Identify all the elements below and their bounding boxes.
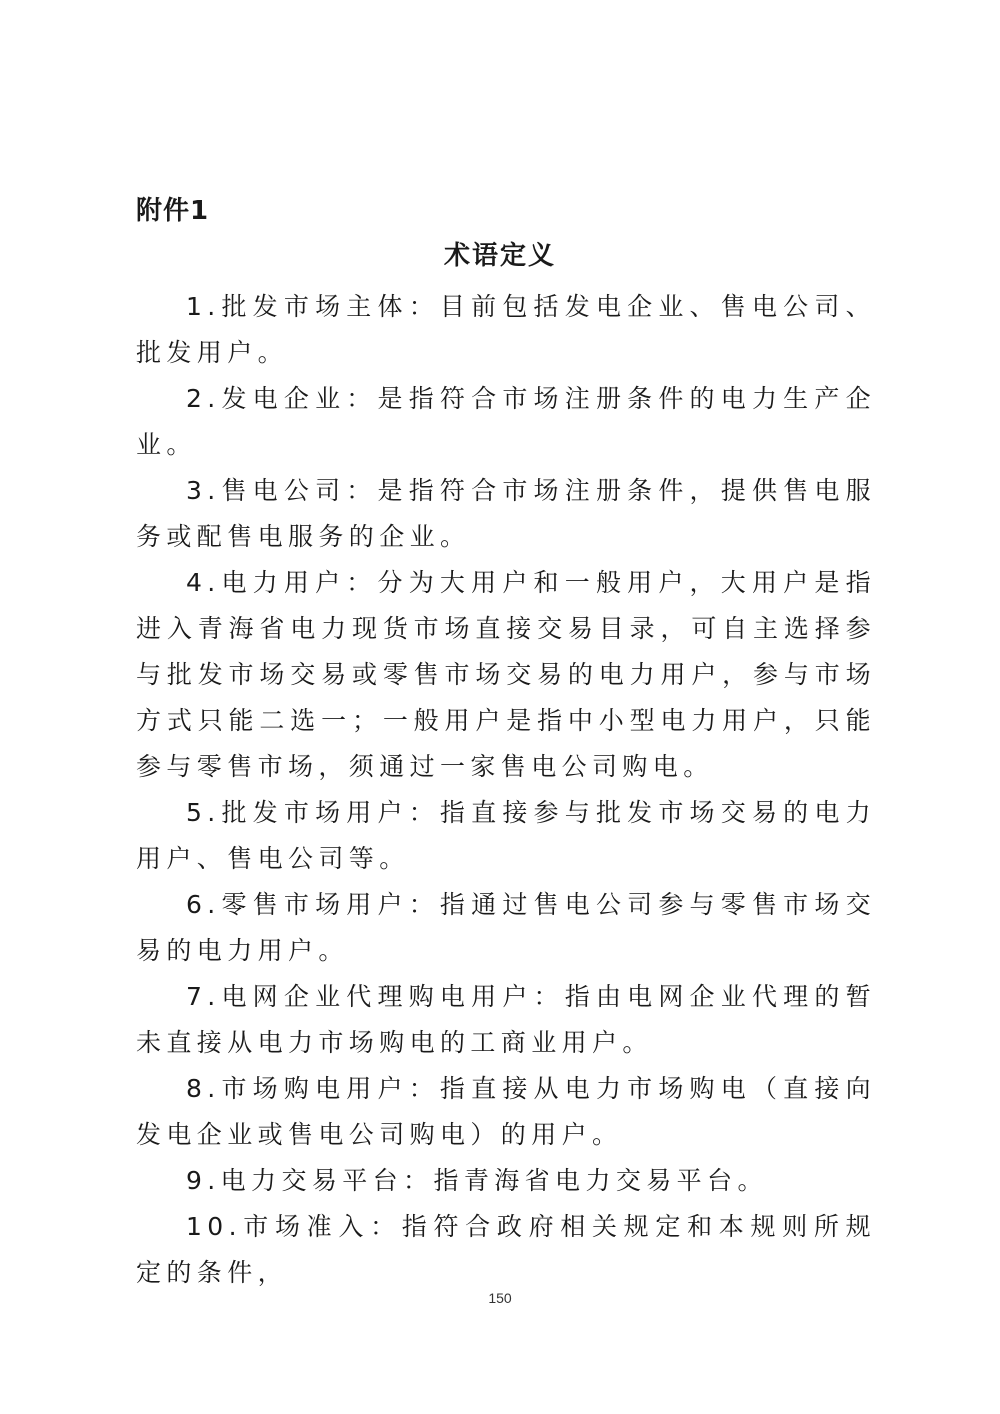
definition-paragraph: 5.批发市场用户：指直接参与批发市场交易的电力用户、售电公司等。 (136, 798, 876, 873)
definition-paragraph: 3.售电公司：是指符合市场注册条件，提供售电服务或配售电服务的企业。 (136, 476, 876, 551)
definition-paragraph: 2.发电企业：是指符合市场注册条件的电力生产企业。 (136, 384, 876, 459)
page-number: 150 (488, 1290, 512, 1306)
definition-paragraph: 9.电力交易平台：指青海省电力交易平台。 (186, 1166, 768, 1195)
page-title: 术语定义 (443, 241, 556, 271)
definition-paragraph: 1.批发市场主体：目前包括发电企业、售电公司、批发用户。 (136, 292, 876, 367)
definition-paragraph: 7.电网企业代理购电用户：指由电网企业代理的暂未直接从电力市场购电的工商业用户。 (136, 982, 876, 1057)
attachment-label: 附件1 (136, 196, 210, 226)
definition-paragraph: 8.市场购电用户：指直接从电力市场购电（直接向发电企业或售电公司购电）的用户。 (136, 1074, 876, 1149)
definition-paragraph: 10.市场准入：指符合政府相关规定和本规则所规定的条件， (136, 1212, 876, 1287)
definition-paragraph: 6.零售市场用户：指通过售电公司参与零售市场交易的电力用户。 (136, 890, 876, 965)
definitions-list (136, 284, 876, 1296)
definition-paragraph: 4.电力用户：分为大用户和一般用户，大用户是指进入青海省电力现货市场直接交易目录，可自主选择参与批发市场交易或零售市场交易的电力用户，参与市场方式只能二选一；一般用户是指中小型电力用户，只能参与零售市场，须通过一家售电公司购电。 (136, 568, 876, 781)
